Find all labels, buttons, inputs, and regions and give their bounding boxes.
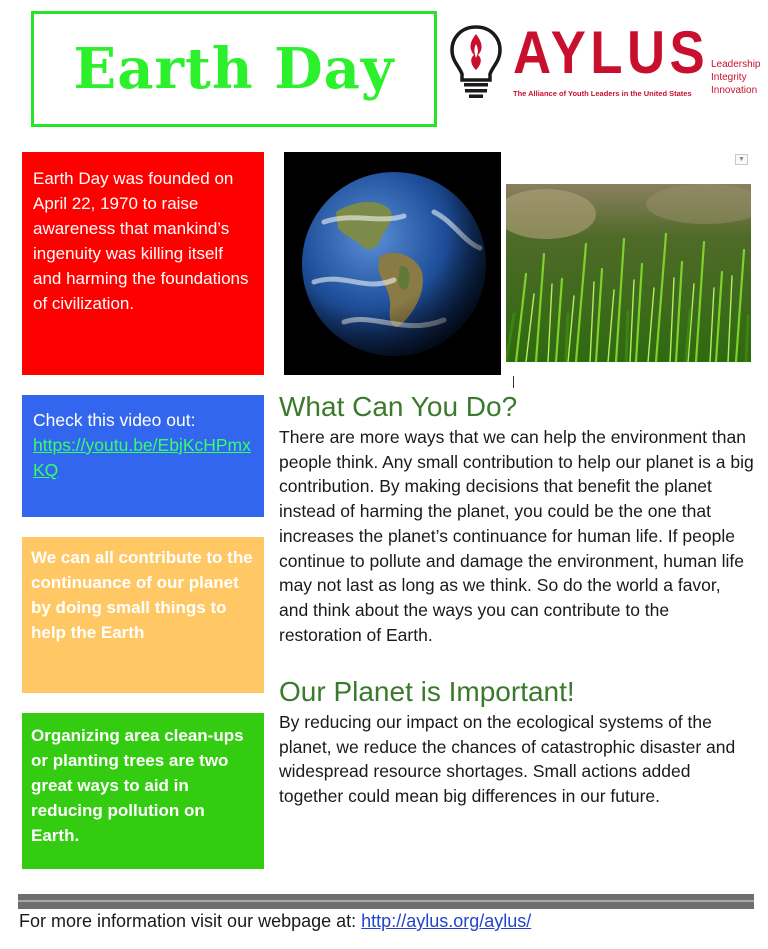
logo-tagline xyxy=(711,58,760,97)
chevron-down-icon[interactable]: ▼ xyxy=(735,154,748,165)
footer-divider xyxy=(18,894,754,909)
video-box xyxy=(22,395,264,517)
tagline-innovation: Innovation xyxy=(711,85,758,96)
footer xyxy=(19,911,531,932)
lightbulb-torch-icon xyxy=(448,24,504,100)
history-text: Earth Day was founded on April 22, 1970 to raise awareness that mankind’s ingenuity was killing itself and harming the foundations of civilization. xyxy=(33,169,249,313)
footer-text: For more information visit our webpage at: xyxy=(19,911,357,931)
green-moss-image xyxy=(506,184,751,362)
logo-subtitle: The Alliance of Youth Leaders in the United States xyxy=(513,89,692,98)
our-planet-heading: Our Planet is Important! xyxy=(279,676,575,707)
earth-day-history-box xyxy=(22,152,264,375)
title-box xyxy=(31,11,437,127)
cleanup-text: Organizing area clean-ups or planting trees are two great ways to aid in reducing pollution on Earth. xyxy=(31,726,244,845)
tagline-integrity: Integrity xyxy=(711,72,747,83)
cleanup-box xyxy=(22,713,264,869)
video-intro: Check this video out: xyxy=(33,410,196,430)
text-cursor xyxy=(513,376,514,388)
footer-link[interactable]: http://aylus.org/aylus/ xyxy=(361,911,532,931)
what-can-you-do-heading: What Can You Do? xyxy=(279,391,518,422)
contribute-text: We can all contribute to the continuance of our planet by doing small things to help the Earth xyxy=(31,548,253,642)
contribute-box xyxy=(22,537,264,693)
video-link[interactable]: https://youtu.be/EbjKcHPmxKQ xyxy=(33,435,251,480)
earth-globe-image xyxy=(284,152,501,375)
page-title: Earth Day xyxy=(73,36,395,102)
tagline-leadership: Leadership xyxy=(711,59,761,70)
what-can-you-do-text: There are more ways that we can help the environment than people think. Any small contribution to help our planet is a big contribution. By making decisions that benefit the planet instead of harming the planet, you could be the one that increases the planet’s continuance for human life. If people continue to pollute and damage the environment, human life may not last as long as we think. So do the world a favor, and think about the ways you can contribute to the restoration of Earth. xyxy=(279,427,754,645)
logo-wordmark: AYLUS xyxy=(513,19,710,86)
our-planet-text: By reducing our impact on the ecological systems of the planet, we reduce the chances of catastrophic disaster and widespread resource shortages. Small actions added together could mean big differences in our future. xyxy=(279,712,736,807)
